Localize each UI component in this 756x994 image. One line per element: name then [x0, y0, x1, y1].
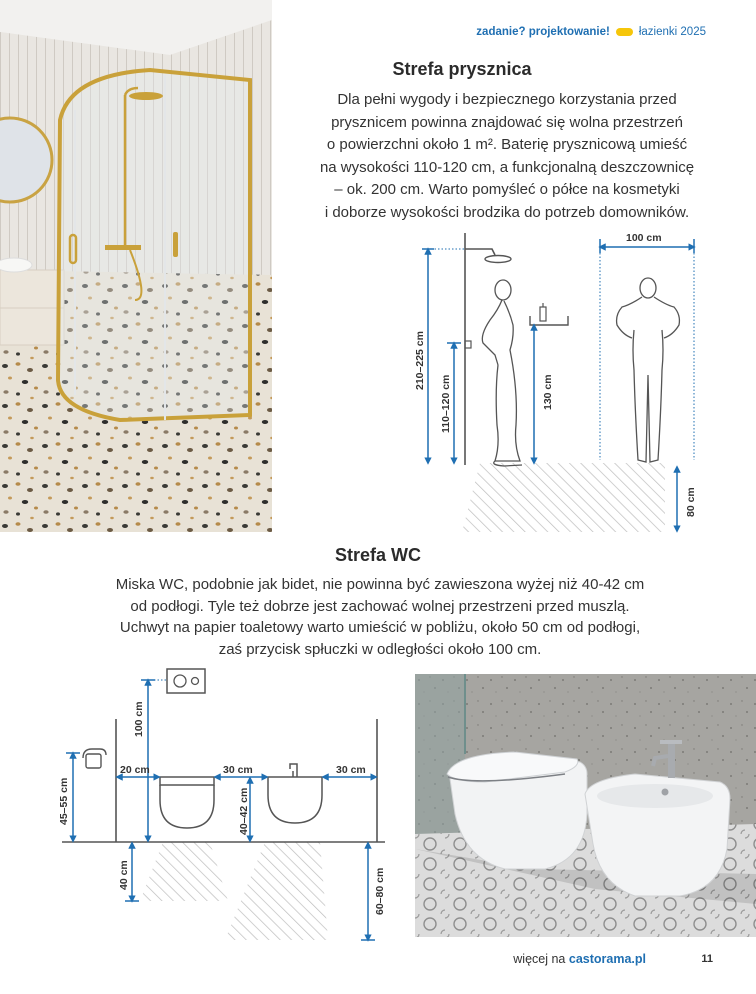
- label-bowl-height: 40–42 cm: [238, 787, 250, 835]
- paragraph-line: na wysokości 110-120 cm, a funkcjonalną deszczownicę: [319, 158, 695, 176]
- label-wall-gap: 20 cm: [120, 764, 150, 776]
- wc-free-area-hatch: [140, 842, 228, 901]
- wc-section-paragraph: [40, 574, 720, 660]
- wc-section-title: Strefa WC: [334, 545, 421, 565]
- series-tag-year: łazienki 2025: [638, 26, 706, 38]
- label-paper-holder-height: 45–55 cm: [58, 777, 70, 825]
- castorama-link[interactable]: castorama.pl: [568, 952, 646, 966]
- wc-photo: [415, 674, 756, 937]
- person-side-icon: [482, 280, 522, 466]
- shower-dimension-diagram: [410, 225, 756, 535]
- label-flush-height: 100 cm: [133, 701, 145, 737]
- series-tag-title: zadanie? projektowanie!: [476, 26, 610, 38]
- footer-prefix: więcej na: [513, 952, 566, 966]
- wc-dimension-diagram: [50, 665, 400, 945]
- label-bidet-front-space: 60–80 cm: [374, 867, 386, 915]
- shower-photo: [0, 0, 272, 532]
- label-free-width: 100 cm: [626, 232, 662, 244]
- wc-photo-illustration: [415, 674, 756, 937]
- paragraph-line: od podłogi. Tyle też dobrze jest zachować wolnej przestrzeni przed muszlą.: [130, 597, 630, 615]
- pill-icon: [616, 28, 633, 36]
- label-rain-shower-height: 210–225 cm: [414, 331, 426, 390]
- paragraph-line: Dla pełni wygody i bezpiecznego korzystania przed: [337, 91, 677, 108]
- shelf-icon: [530, 316, 568, 325]
- shower-photo-illustration: [0, 0, 272, 532]
- shower-section-title: Strefa prysznica: [392, 59, 532, 79]
- paragraph-line: i doborze wysokości brodzika do potrzeb domowników.: [324, 203, 690, 221]
- paragraph-line: Uchwyt na papier toaletowy warto umieścić w pobliżu, około 50 cm od podłogi,: [119, 619, 641, 636]
- label-free-depth: 80 cm: [685, 487, 697, 517]
- paragraph-line: zaś przycisk spłuczki w odległości około 100 cm.: [218, 640, 542, 658]
- series-tag: [476, 26, 706, 38]
- page-number: 11: [701, 953, 713, 965]
- label-shelf-height: 130 cm: [542, 374, 554, 410]
- paragraph-line: – ok. 200 cm. Warto pomyśleć o półce na kosmetyki: [334, 181, 680, 198]
- paragraph-line: prysznicem powinna znajdować się wolna przestrzeń: [331, 113, 683, 131]
- label-mixer-height: 110–120 cm: [440, 374, 452, 433]
- label-wc-front-space: 40 cm: [118, 860, 130, 890]
- label-gap-middle: 30 cm: [223, 764, 253, 776]
- shower-mixer-icon: [465, 341, 471, 348]
- shower-section-paragraph: [282, 89, 732, 224]
- person-front-icon: [617, 278, 680, 462]
- bidet-icon: [268, 764, 322, 823]
- wc-bowl-icon: [160, 777, 214, 828]
- footer-more-link: [513, 952, 646, 966]
- bidet-free-area-hatch: [225, 842, 328, 940]
- paragraph-line: Miska WC, podobnie jak bidet, nie powinna być zawieszona wyżej niż 40-42 cm: [115, 576, 645, 593]
- rain-shower-icon: [485, 256, 511, 263]
- shower-free-area-hatch: [462, 463, 665, 532]
- paragraph-line: o powierzchni około 1 m². Baterię prysznicową umieść: [326, 136, 688, 153]
- label-gap-right: 30 cm: [336, 764, 366, 776]
